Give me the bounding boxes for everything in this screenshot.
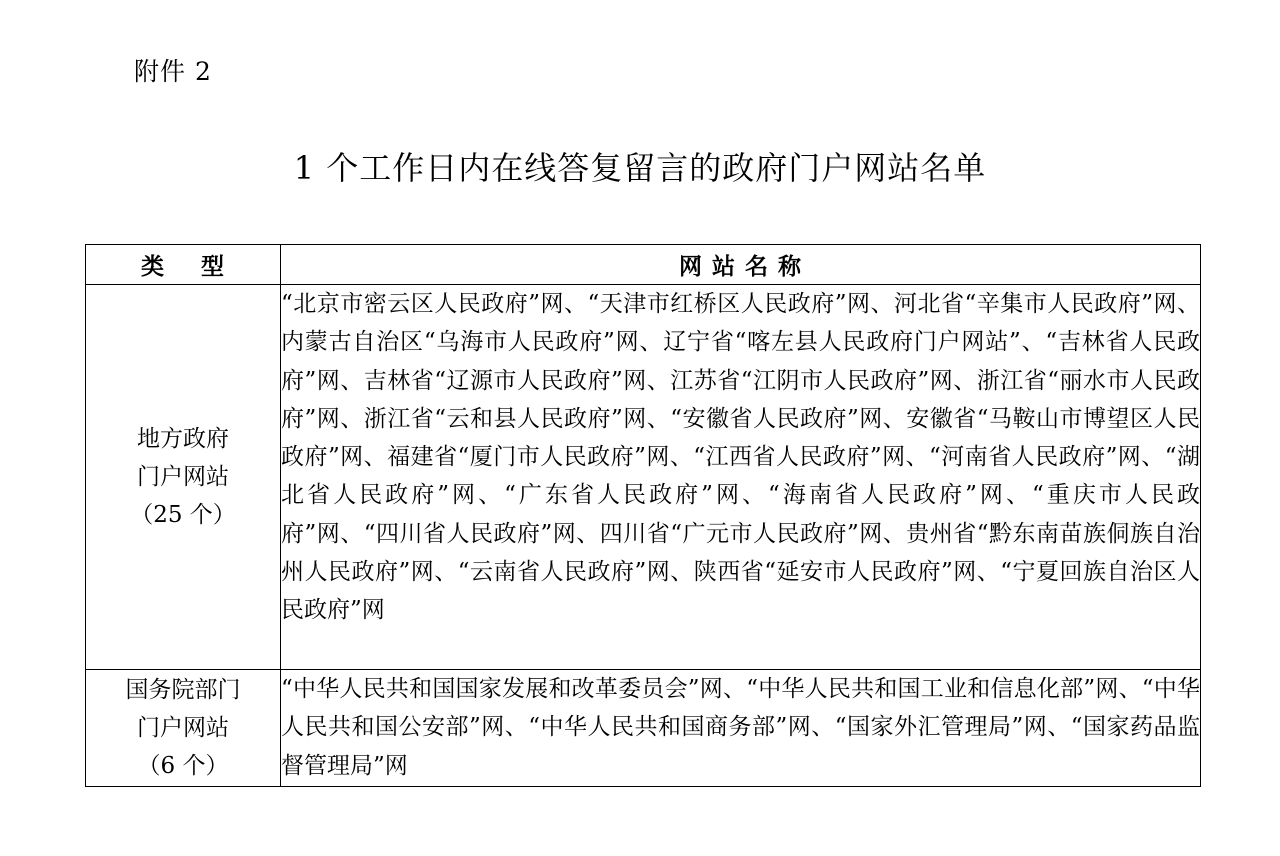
type-label: 地方政府: [137, 426, 229, 452]
type-label: 门户网站: [137, 715, 229, 741]
column-header-type: 类 型: [86, 245, 281, 285]
type-label: 门户网站: [137, 464, 229, 490]
type-count: （6 个）: [137, 753, 229, 779]
column-header-name: 网 站 名 称: [281, 245, 1201, 285]
type-label: 国务院部门: [125, 677, 241, 703]
table-row: [86, 670, 1201, 787]
table-header-row: [86, 245, 1201, 285]
page-title: 1 个工作日内在线答复留言的政府门户网站名单: [293, 149, 987, 187]
type-cell-department: [86, 670, 281, 787]
website-names-local: “北京市密云区人民政府”网、“天津市红桥区人民政府”网、河北省“辛集市人民政府”网、内蒙古自治区“乌海市人民政府”网、辽宁省“喀左县人民政府门户网站”、“吉林省人民政府”网、吉林省“辽源市人民政府”网、江苏省“江阴市人民政府”网、浙江省“丽水市人民政府”网、浙江省“云和县人民政府”网、“安徽省人民政府”网、安徽省“马鞍山市博望区人民政府”网、福建省“厦门市人民政府”网、“江西省人民政府”网、“河南省人民政府”网、“湖北省人民政府”网、“广东省人民政府”网、“海南省人民政府”网、“重庆市人民政府”网、“四川省人民政府”网、四川省“广元市人民政府”网、贵州省“黔东南苗族侗族自治州人民政府”网、“云南省人民政府”网、陕西省“延安市人民政府”网、“宁夏回族自治区人民政府”网: [281, 285, 1201, 670]
table-row: [86, 285, 1201, 670]
type-cell-local: [86, 285, 281, 670]
attachment-label: 附件 2: [134, 57, 212, 86]
type-count: （25 个）: [130, 502, 236, 528]
website-names-department: “中华人民共和国国家发展和改革委员会”网、“中华人民共和国工业和信息化部”网、“中华人民共和国公安部”网、“中华人民共和国商务部”网、“国家外汇管理局”网、“国家药品监督管理局”网: [281, 670, 1201, 787]
website-list-table: [85, 244, 1201, 787]
